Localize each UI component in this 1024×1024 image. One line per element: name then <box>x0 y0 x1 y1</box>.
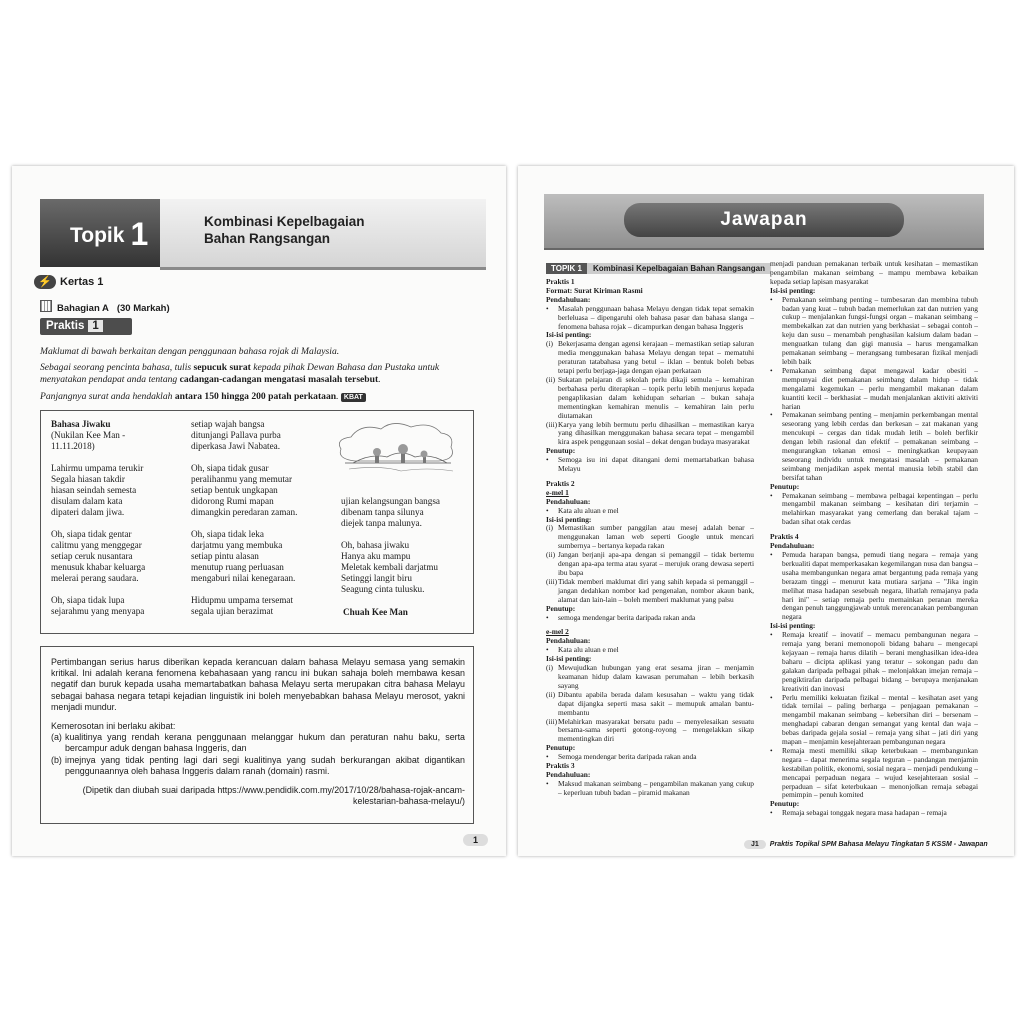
answer-heading: Penutup: <box>770 481 800 491</box>
answer-heading: Isi-isi penting: <box>770 285 816 295</box>
instruction-2: Sebagai seorang pencinta bahasa, tulis sepucuk surat kepada pihak Dewan Bahasa dan Pustaka untuk menyatakan pendapat anda tentang cadangan-cadangan mengatasi masalah tersebut. <box>40 362 440 385</box>
answer-heading: Isi-isi penting: <box>546 514 592 524</box>
passage-list-item: (a) kualitinya yang rendah kerana penggunaan melanggar hukum dan peraturan nahu baku, serta bercampur aduk dengan bahasa Inggeris, dan <box>51 732 465 754</box>
poem-line: Hanya aku mampu <box>341 550 411 561</box>
answer-text: menjadi panduan pemakanan terbaik untuk kesihatan – memastikan pengambilan makanan seimbang – mampu membawa kebaikan kepada setiap lapisan masyarakat <box>770 259 978 286</box>
answer-heading: Isi-isi penting: <box>546 654 592 664</box>
poem-column-1 <box>51 419 181 627</box>
poem-line: Oh, siapa tidak leka <box>191 528 264 539</box>
answer-heading: Pendahuluan: <box>546 636 591 646</box>
answer-point: (iii) Tidak memberi maklumat diri yang sahih kepada si pemanggil – jangan dedahkan nombor kad pengenalan, nombor akaun bank, alamat dan lain-lain – boleh memberi maklumat yang palsu <box>546 576 754 604</box>
poem-column-2 <box>191 419 331 627</box>
page-number: 1 <box>463 834 488 846</box>
instruction-3: Panjangnya surat anda hendaklah antara 150 hingga 200 patah perkataan. KBAT <box>40 391 480 404</box>
poem-line: calitmu yang menggegar <box>51 539 142 550</box>
poem-line: Oh, siapa tidak lupa <box>51 594 125 605</box>
answer-point: • Pemakanan seimbang – membawa pelbagai kepentingan – perlu mengambil makanan seimbang – kesihatan diri terjamin – melahirkan masyarakat yang cemerlang dan berakal tajam – badan sihat otak cerdas <box>770 490 978 527</box>
answer-point: (ii) Dibantu apabila berada dalam kesusahan – waktu yang tidak dapat dijangka seperti masa sakit – memupuk amalan bantu-membantu <box>546 689 754 717</box>
poem-line: diperkasa Jawi Nabatea. <box>191 441 281 452</box>
poem-line: setiap wajah bangsa <box>191 419 265 429</box>
poem-line: darjatmu yang membuka <box>191 539 283 550</box>
answer-heading: Praktis 4 <box>770 532 799 542</box>
poem-stanza <box>191 419 331 453</box>
answer-column-1 <box>546 278 754 798</box>
poem-stanza <box>51 463 181 519</box>
answer-point: • Kata alu aluan e mel <box>546 645 619 655</box>
topic-number: 1 <box>130 216 149 252</box>
answer-point: • Masalah penggunaan bahasa Melayu dengan tidak tepat semakin berleluasa – dipengaruhi oleh bahasa pasar dan bahasa slanga – fenomena bahasa rojak – dicampurkan dengan bahasa Inggeris <box>546 303 754 331</box>
answer-heading: Pendahuluan: <box>546 769 591 779</box>
poem-box <box>40 410 474 634</box>
passage-list-item: (b) imejnya yang tidak penting lagi dari segi kualitinya yang sudah berkurangan akibat digantikan penggunaannya oleh bahasa Inggeris dalam ranah (domain) rasmi. <box>51 754 465 776</box>
answer-point: • Pemakanan seimbang penting – tumbesaran dan membina tubuh badan yang kuat – tubuh badan memerlukan zat dan nutrien yang cukup – menjalankan fungsi-fungsi organ – makanan seimbang – membekalkan zat dan nutrien yang berkhasiat – sebagai contoh – keju dan susu – menambah penghasilan kalsium dalam badan – menguatkan tulang dan gigi manusia – harus mengamalkan pemakanan seimbang – merangsang tumbesaran fizikal menjadi lebih baik <box>770 294 978 366</box>
book-icon <box>40 300 52 312</box>
jawapan-title: Jawapan <box>624 203 904 237</box>
poem-stanza <box>191 595 331 617</box>
answer-heading: Pendahuluan: <box>546 496 591 506</box>
poem-line: setiap bentuk ungkapan <box>191 485 278 496</box>
landscape-sketch-icon <box>331 419 459 483</box>
answer-point: • Maksud makanan seimbang – pengambilan makanan yang cukup – keperluan tubuh badan – piramid makanan <box>546 778 754 797</box>
right-page <box>518 166 1014 856</box>
poem-author: Chuah Kee Man <box>343 607 408 617</box>
poem-line: hiasan seindah semesta <box>51 485 137 496</box>
poem-line: Seagung cinta tulusku. <box>341 584 425 595</box>
answer-point: • semoga mendengar berita daripada rakan anda <box>546 612 696 622</box>
answer-heading: e-mel 2 <box>546 627 569 637</box>
lightning-icon: ⚡ <box>34 275 56 289</box>
topic-tag: TOPIK 1 Kombinasi Kepelbagaian Bahan Rangsangan <box>546 264 771 273</box>
poem-stanza <box>341 496 469 530</box>
poem-line: setiap pintu alasan <box>191 551 259 562</box>
answer-heading: Praktis 2 <box>546 478 575 488</box>
kertas-heading: ⚡ Kertas 1 <box>34 275 103 289</box>
topic-banner <box>40 199 486 267</box>
poem-line: melerai perang saudara. <box>51 573 139 584</box>
passage-source: (Dipetik dan diubah suai daripada https://www.pendidik.com.my/2017/10/28/bahasa-rojak-ancam-kelestarian-bahasa-melayu/) <box>82 785 465 807</box>
answer-point: • Kata alu aluan e mel <box>546 505 619 515</box>
topic-label: Topik 1 <box>70 216 149 252</box>
poem-stanza <box>341 540 469 596</box>
answer-point: • Remaja kreatif – inovatif – memacu pembangunan negara – remaja yang berani memonopoli bidang baharu – mengecapi kejayaan – remaja harus dilatih – berani menghasilkan idea-idea baharu – dicipta aplikasi yang teratur – sokongan padu dan galakan daripada pelbagai pihak – melonjakkan imejan remaja – pengiktirafan daripada pelbagai bidang – berupaya menjanakan kreativiti dan inovasi <box>770 630 978 693</box>
poem-line: sejarahmu yang menyapa <box>51 605 145 616</box>
poem-date: 11.11.2018) <box>51 441 95 452</box>
answer-heading: Penutup: <box>546 743 576 753</box>
poem-stanza <box>191 529 331 585</box>
poem-column-3 <box>341 496 469 606</box>
poem-line: dibenam tanpa silunya <box>341 507 424 518</box>
footer: J1 Praktis Topikal SPM Bahasa Melayu Tingkatan 5 KSSM - Jawapan <box>744 841 988 848</box>
answer-heading: Isi-isi penting: <box>770 621 816 631</box>
poem-line: mengaburi nilai kenegaraan. <box>191 573 296 584</box>
poem-line: segala ujian berazimat <box>191 605 274 616</box>
answer-heading: e-mel 1 <box>546 487 569 497</box>
answer-point: (i) Memastikan sumber panggilan atau mesej adalah benar – menggunakan laman web seperti Google untuk mencari sumbernya – bertanya kepada rakan <box>546 523 754 551</box>
poem-line: Lahirmu umpama terukir <box>51 462 144 473</box>
poem-line: dipateri dalam jiwa. <box>51 507 125 518</box>
poem-stanza <box>51 529 181 585</box>
poem-title: Bahasa Jiwaku <box>51 419 111 429</box>
answer-point: (ii) Sukatan pelajaran di sekolah perlu dikaji semula – kemahiran berbahasa perlu diterapkan – topik perlu lebih menjurus kepada pengaplikasian dalam kehidupan seharian – bukan sahaja mementingkan kemahiran menulis – kemahiran lain perlu diutamakan <box>546 374 754 420</box>
topic-title: Kombinasi Kepelbagaian Bahan Rangsangan <box>204 214 365 246</box>
answer-point: (ii) Jangan berjanji apa-apa dengan si pemanggil – tidak bertemu dengan apa-apa terma atau syarat – merujuk orang dewasa seperti ibu bapa <box>546 550 754 577</box>
poem-line: Meletak kembali darjatmu <box>341 562 438 573</box>
answer-heading: Penutup: <box>546 603 576 613</box>
answer-point: (i) Bekerjasama dengan agensi kerajaan – memastikan setiap saluran media menggunakan bahasa Melayu dengan tepat – mematuhi peraturan tatabahasa yang betul – iklan – bentuk boleh bebas tetapi perlu berjaga-jaga dengan ejaan perkataan <box>546 339 754 376</box>
answer-heading: Pendahuluan: <box>546 294 591 304</box>
answer-point: • Semoga isu ini dapat ditangani demi memartabatkan bahasa Melayu <box>546 455 754 474</box>
poem-line: setiap ceruk nusantara <box>51 551 133 562</box>
answer-point: • Semoga mendengar berita daripada rakan anda <box>546 752 697 762</box>
answer-point: • Pemakanan seimbang dapat mengawal kadar obesiti – mempunyai diet pemakanan seimbang dalam hidup – tidak mengalami kegemukan – perlu mengambil makanan dalam kuantiti kecil – berkhasiat – mudah menjalankan aktiviti aktiviti harian <box>770 365 978 411</box>
passage-list <box>51 732 465 777</box>
poem-line: menusuk khabar keluarga <box>51 562 146 573</box>
bahagian-heading: Bahagian A (30 Markah) <box>40 300 170 314</box>
answer-point: (i) Mewujudkan hubungan yang erat sesama jiran – menjamin keamanan hidup dalam kawasan perumahan – lebih berkasih sayang <box>546 663 754 690</box>
poem-line: Hidupmu umpama tersemat <box>191 594 294 605</box>
praktis-badge: Praktis 1 <box>40 318 132 335</box>
passage-paragraph-2: Kemerosotan ini berlaku akibat: <box>51 721 176 732</box>
poem-line: peralihanmu yang memutar <box>191 473 293 484</box>
poem-stanza <box>191 463 331 519</box>
poem-line: disulam dalam kata <box>51 496 123 507</box>
poem-line: Oh, bahasa jiwaku <box>341 539 410 550</box>
answer-heading: Isi-isi penting: <box>546 330 592 340</box>
poem-line: Segala hiasan takdir <box>51 473 125 484</box>
answer-heading: Penutup: <box>770 799 800 809</box>
poem-line: diejek tanpa malunya. <box>341 518 422 529</box>
answer-heading: Praktis 1 <box>546 277 575 286</box>
answer-point: (iii) Melahirkan masyarakat bersatu padu – menyelesaikan sesuatu bersama-sama seperti gotong-royong – mengelakkan sikap mementingkan diri <box>546 716 754 744</box>
poem-line: ditunjangi Pallava purba <box>191 430 281 441</box>
answer-point: • Remaja sebagai tonggak negara masa hadapan – remaja <box>770 808 947 818</box>
answer-heading: Format: Surat Kiriman Rasmi <box>546 285 643 295</box>
poem-line: Oh, siapa tidak gentar <box>51 528 132 539</box>
page-number: J1 <box>744 840 766 849</box>
poem-line: ujian kelangsungan bangsa <box>341 496 440 506</box>
left-page <box>12 166 506 856</box>
jawapan-banner <box>544 194 984 250</box>
answer-column-2 <box>770 260 978 818</box>
answer-point: • Pemakanan seimbang penting – menjamin perkembangan mental seseorang yang lebih cerdas dan berkesan – zat makanan yang mencukupi – cergas dan tidak mudah letih – boleh berfikir dengan lebih rasional dan efektif – pemakanan seimbang – mengurangkan tekanan emosi – meningkatkan keupayaan seseorang individu untuk mengatasi masalah – pemakanan seimbang menjadikan aspek mental manusia lebih stabil dan bersifat tahan <box>770 410 978 482</box>
poem-line: dimangkin peredaran zaman. <box>191 507 298 518</box>
answer-point: • Pemuda harapan bangsa, pemudi tiang negara – remaja yang berkualiti dapat memperkasakan kegemilangan nusa dan bangsa – usaha membangunkan negara amat bergantung pada remaja yang berazam tinggi – menurut kata mutiara sarjana – "Jika ingin melihat masa hadapan sesebuah negara, lihatlah remajanya pada hari ini" – setiap remaja perlu memainkan peranan mereka dengan penuh tanggungjawab untuk merencanakan pembangunan negara <box>770 550 978 622</box>
instruction-1: Maklumat di bawah berkaitan dengan penggunaan bahasa rojak di Malaysia. <box>40 346 340 357</box>
answer-point: • Remaja mesti memiliki sikap keterbukaan – membangunkan negara – dapat menerima segala teguran – pandangan menjamin kestabilan politik, ekonomi, sosial negara – menjadi pendukung – mencapai perpaduan negara – wujud kesejahteraan sosial – perpaduan – sifat keterbukaan – menonjolkan remaja sebagai pemimpin – penuh komited <box>770 745 978 800</box>
answer-heading: Praktis 3 <box>546 761 575 771</box>
answer-point: • Perlu memiliki kekuatan fizikal – mental – kesihatan aset yang tidak ternilai – paling berharga – penjagaan pemakanan – mengambil makanan seimbang – kebersihan diri – bersenam – menghadapi cabaran dengan semangat yang kental dan waja – bebas daripada gejala sosial – remaja yang sihat – jati diri yang mapan – menjamin kesejahteraan pembangunan negara <box>770 692 978 747</box>
answer-point: (iii) Karya yang lebih bermutu perlu dihasilkan – memastikan karya yang dihasilkan menggunakan bahasa secara tepat – mengambil kira aspek penggunaan sosial – dekat dengan budaya masyarakat <box>546 419 754 447</box>
answer-heading: Penutup: <box>546 446 576 456</box>
kbat-badge: KBAT <box>341 393 366 402</box>
poem-line: Oh, siapa tidak gusar <box>191 462 269 473</box>
poem-line: didorong Rumi mapan <box>191 496 274 507</box>
poem-line: menutup ruang perluasan <box>191 562 284 573</box>
passage-paragraph-1: Pertimbangan serius harus diberikan kepada kerancuan dalam bahasa Melayu semasa yang semakin kritikal. Ini adalah kerana fenomena kebahasaan yang rancu ini bukan sahaja boleh membawa kesan negatif dan buruk kepada usaha memartabatkan bahasa Melayu serta merupakan citra bahasa Melayu sebagai bahasa negara tetapi kejadian linguistik ini boleh menyebabkan bahasa Melayu merosot, yakni menjadi mundur. <box>51 657 465 712</box>
answer-heading: Pendahuluan: <box>770 541 815 551</box>
poem-line: Setinggi langit biru <box>341 573 412 584</box>
poem-stanza <box>51 595 181 617</box>
poem-source: (Nukilan Kee Man - <box>51 430 126 441</box>
passage-box <box>40 646 474 824</box>
